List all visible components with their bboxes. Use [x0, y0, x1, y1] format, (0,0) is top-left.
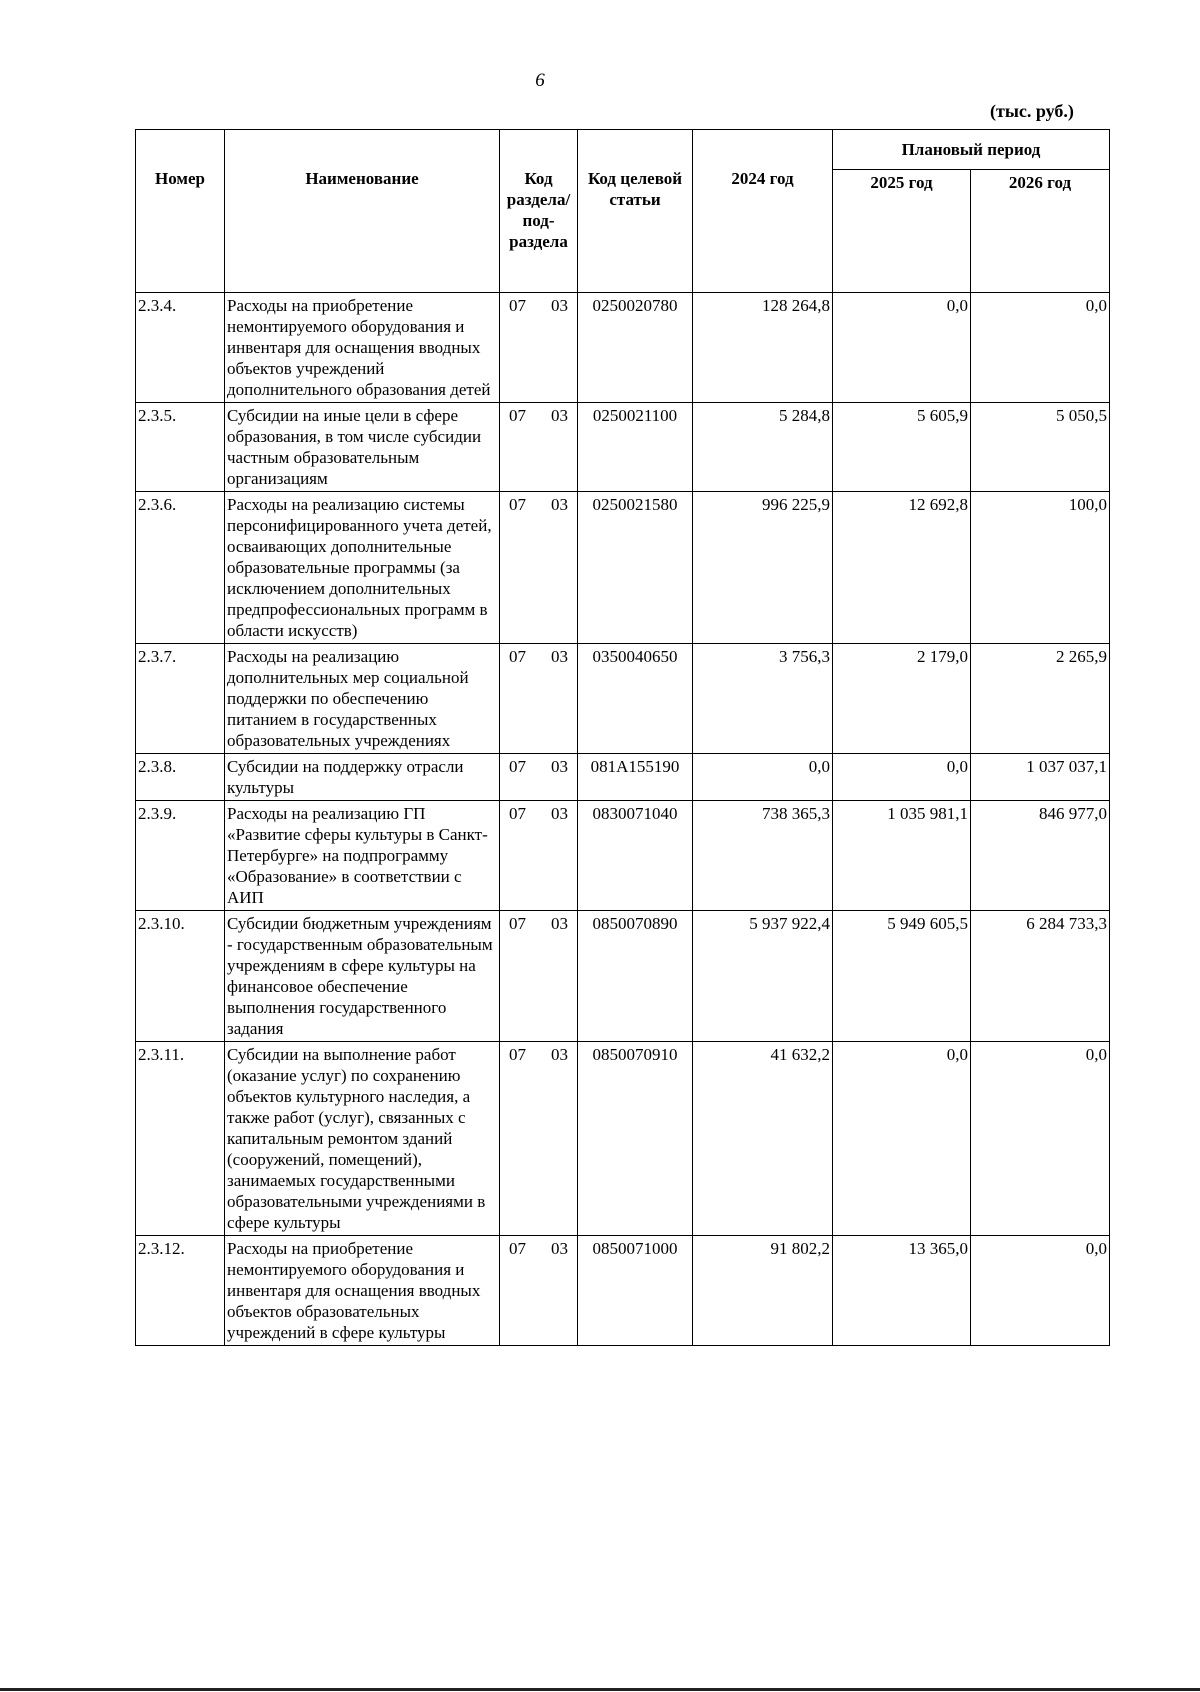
page-number: 6 [535, 70, 545, 91]
table-row [136, 403, 1110, 492]
row-value-2026: 2 265,9 [971, 644, 1110, 754]
row-value-2026: 5 050,5 [971, 403, 1110, 492]
table-row [136, 644, 1110, 754]
section: 07 [509, 406, 526, 425]
header-section-code: Код раздела/ под-раздела [500, 130, 578, 293]
table-row [136, 1236, 1110, 1346]
row-value-2024: 3 756,3 [693, 644, 833, 754]
row-name: Субсидии на выполнение работ (оказание услуг) по сохранению объектов культурного наследия, а также работ (услуг), связанных с капитальным ремонтом зданий (сооружений, помещений), занимаемых государственными образовательными учреждениями в сфере культуры [225, 1042, 500, 1236]
header-year-2026: 2026 год [971, 170, 1110, 293]
row-section-code [500, 1042, 578, 1236]
row-value-2025: 0,0 [833, 293, 971, 403]
row-value-2024: 0,0 [693, 754, 833, 801]
row-value-2025: 13 365,0 [833, 1236, 971, 1346]
row-value-2025: 12 692,8 [833, 492, 971, 644]
row-number: 2.3.7. [136, 644, 225, 754]
row-value-2026: 1 037 037,1 [971, 754, 1110, 801]
row-number: 2.3.6. [136, 492, 225, 644]
row-value-2026: 846 977,0 [971, 801, 1110, 911]
row-value-2024: 738 365,3 [693, 801, 833, 911]
row-value-2025: 2 179,0 [833, 644, 971, 754]
row-value-2025: 1 035 981,1 [833, 801, 971, 911]
row-number: 2.3.4. [136, 293, 225, 403]
row-target-code: 0850070910 [578, 1042, 693, 1236]
subsection: 03 [551, 1239, 568, 1258]
row-section-code [500, 293, 578, 403]
row-value-2026: 100,0 [971, 492, 1110, 644]
row-target-code: 0350040650 [578, 644, 693, 754]
subsection: 03 [551, 647, 568, 666]
row-target-code: 0250021580 [578, 492, 693, 644]
header-target-code: Код целевой статьи [578, 130, 693, 293]
row-value-2024: 5 937 922,4 [693, 911, 833, 1042]
row-target-code: 081A155190 [578, 754, 693, 801]
table-row [136, 1042, 1110, 1236]
section: 07 [509, 1239, 526, 1258]
row-value-2026: 0,0 [971, 1236, 1110, 1346]
table-row [136, 911, 1110, 1042]
row-section-code [500, 754, 578, 801]
row-value-2024: 5 284,8 [693, 403, 833, 492]
table-row [136, 492, 1110, 644]
section: 07 [509, 495, 526, 514]
row-value-2026: 0,0 [971, 1042, 1110, 1236]
row-section-code [500, 801, 578, 911]
section: 07 [509, 804, 526, 823]
scan-bottom-edge [0, 1688, 1200, 1691]
section: 07 [509, 914, 526, 933]
units-label: (тыс. руб.) [990, 101, 1074, 121]
row-number: 2.3.9. [136, 801, 225, 911]
subsection: 03 [551, 495, 568, 514]
table-row [136, 754, 1110, 801]
row-target-code: 0850070890 [578, 911, 693, 1042]
row-number: 2.3.5. [136, 403, 225, 492]
row-number: 2.3.10. [136, 911, 225, 1042]
row-target-code: 0250020780 [578, 293, 693, 403]
subsection: 03 [551, 296, 568, 315]
header-name: Наименование [225, 130, 500, 293]
row-value-2024: 91 802,2 [693, 1236, 833, 1346]
subsection: 03 [551, 757, 568, 776]
row-value-2025: 0,0 [833, 1042, 971, 1236]
table-header [136, 130, 1110, 293]
row-value-2025: 5 949 605,5 [833, 911, 971, 1042]
row-value-2024: 41 632,2 [693, 1042, 833, 1236]
subsection: 03 [551, 1045, 568, 1064]
row-name: Расходы на реализацию ГП «Развитие сферы культуры в Санкт-Петербурге» на подпрограмму «Образование» в соответствии с АИП [225, 801, 500, 911]
row-value-2025: 5 605,9 [833, 403, 971, 492]
row-value-2025: 0,0 [833, 754, 971, 801]
table-body [136, 293, 1110, 1346]
row-value-2024: 128 264,8 [693, 293, 833, 403]
row-name: Расходы на приобретение немонтируемого оборудования и инвентаря для оснащения вводных объектов учреждений дополнительного образования детей [225, 293, 500, 403]
row-section-code [500, 492, 578, 644]
table-row [136, 293, 1110, 403]
row-value-2024: 996 225,9 [693, 492, 833, 644]
header-number: Номер [136, 130, 225, 293]
section: 07 [509, 647, 526, 666]
header-planning-period: Плановый период [833, 130, 1110, 170]
row-target-code: 0250021100 [578, 403, 693, 492]
subsection: 03 [551, 914, 568, 933]
row-name: Субсидии бюджетным учреждениям - государственным образовательным учреждениям в сфере культуры на финансовое обеспечение выполнения государственного задания [225, 911, 500, 1042]
row-section-code [500, 403, 578, 492]
subsection: 03 [551, 406, 568, 425]
row-section-code [500, 911, 578, 1042]
row-section-code [500, 1236, 578, 1346]
row-number: 2.3.11. [136, 1042, 225, 1236]
row-name: Субсидии на поддержку отрасли культуры [225, 754, 500, 801]
row-value-2026: 6 284 733,3 [971, 911, 1110, 1042]
row-name: Расходы на реализацию дополнительных мер социальной поддержки по обеспечению питанием в государственных образовательных учреждениях [225, 644, 500, 754]
header-year-2024: 2024 год [693, 130, 833, 293]
row-target-code: 0830071040 [578, 801, 693, 911]
row-name: Расходы на реализацию системы персонифицированного учета детей, осваивающих дополнительные образовательные программы (за исключением дополнительных предпрофессиональных программ в области искусств) [225, 492, 500, 644]
row-name: Расходы на приобретение немонтируемого оборудования и инвентаря для оснащения вводных объектов образовательных учреждений в сфере культуры [225, 1236, 500, 1346]
budget-table [135, 129, 1110, 1346]
row-target-code: 0850071000 [578, 1236, 693, 1346]
row-number: 2.3.8. [136, 754, 225, 801]
row-number: 2.3.12. [136, 1236, 225, 1346]
header-year-2025: 2025 год [833, 170, 971, 293]
section: 07 [509, 1045, 526, 1064]
row-section-code [500, 644, 578, 754]
table-row [136, 801, 1110, 911]
row-value-2026: 0,0 [971, 293, 1110, 403]
section: 07 [509, 757, 526, 776]
row-name: Субсидии на иные цели в сфере образования, в том числе субсидии частным образовательным организациям [225, 403, 500, 492]
subsection: 03 [551, 804, 568, 823]
section: 07 [509, 296, 526, 315]
